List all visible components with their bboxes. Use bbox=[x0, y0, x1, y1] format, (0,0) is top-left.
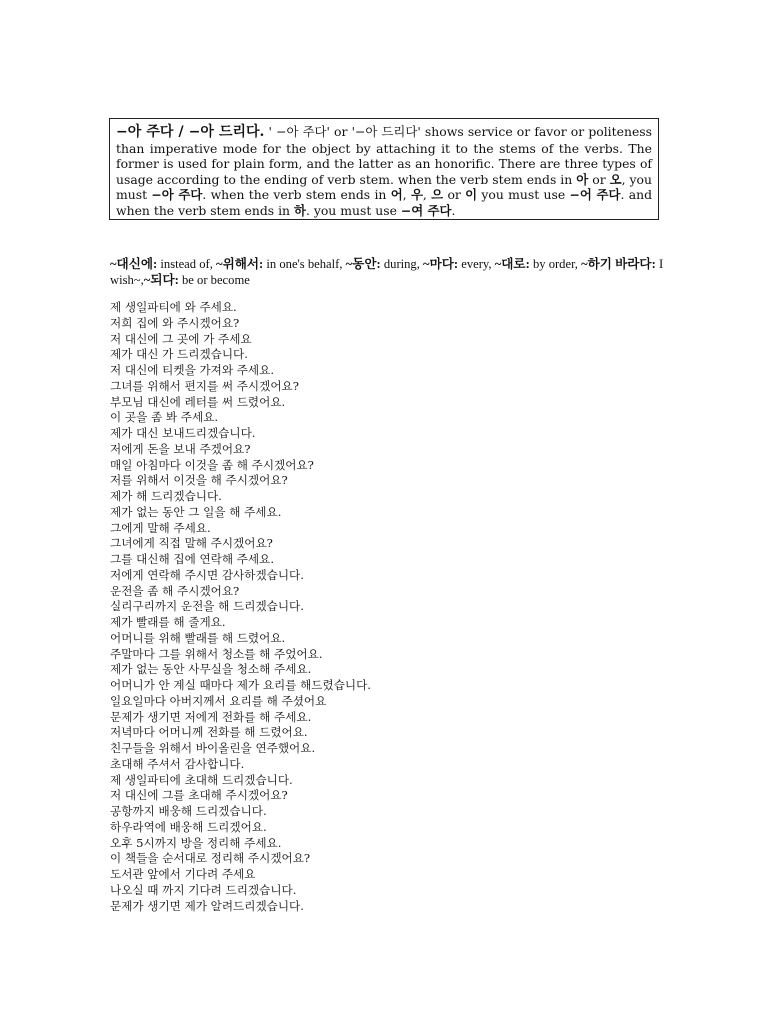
vowel-o: 오 bbox=[609, 171, 622, 187]
example-sentence: 어머니를 위해 빨래를 해 드렸어요. bbox=[110, 630, 286, 645]
example-sentence: 저에게 돈을 보내 주겠어요? bbox=[110, 441, 251, 456]
example-sentence: 공항까지 배웅해 드리겠습니다. bbox=[110, 804, 267, 818]
vocab-term: ~마다: bbox=[423, 257, 459, 271]
grammar-text: , you must bbox=[116, 171, 652, 203]
example-sentence: 매일 아침마다 이것을 좀 해 주시겠어요? bbox=[110, 457, 314, 472]
vowel-i: 이 bbox=[465, 187, 478, 203]
vocab-meaning: instead of, bbox=[157, 257, 217, 271]
vowel-eo: 어 bbox=[390, 187, 403, 203]
vocab-term: ~대신에: bbox=[110, 257, 158, 271]
vowel-a: 아 bbox=[576, 171, 589, 187]
form-a-juda: −아 주다 bbox=[151, 187, 203, 203]
example-sentence: 저 대신에 그 곳에 가 주세요 bbox=[110, 331, 252, 346]
form-eo-juda: −어 주다 bbox=[569, 187, 621, 203]
grammar-text: . bbox=[451, 202, 456, 218]
example-sentence: 초대해 주셔서 감사합니다. bbox=[110, 756, 245, 771]
vocab-term: ~하기 바라다: bbox=[581, 257, 656, 271]
example-sentence-list bbox=[110, 300, 371, 914]
vocab-term: ~대로: bbox=[494, 257, 530, 271]
example-sentence: 주말마다 그를 위해서 청소를 해 주었어요. bbox=[110, 646, 323, 661]
vocab-meaning: be or become bbox=[178, 273, 250, 287]
example-sentence: 이 곳을 좀 봐 주세요. bbox=[110, 410, 219, 425]
example-sentence: 저 대신에 티켓을 가져와 주세요. bbox=[110, 363, 275, 377]
example-sentence: 실리구리까지 운전을 해 드리겠습니다. bbox=[110, 599, 304, 614]
grammar-text: . when the verb stem ends in bbox=[202, 187, 391, 203]
example-sentence: 제 생일파티에 초대해 드리겠습니다. bbox=[110, 772, 293, 787]
grammar-text: or bbox=[443, 187, 466, 203]
example-sentence: 저희 집에 와 주시겠어요? bbox=[110, 315, 240, 330]
example-sentence: 저에게 연락해 주시면 감사하겠습니다. bbox=[110, 567, 304, 582]
example-sentence: 오후 5시까지 방을 정리해 주세요. bbox=[110, 835, 282, 850]
vocabulary-list bbox=[110, 256, 666, 288]
example-sentence: 그녀를 위해서 편지를 써 주시겠어요? bbox=[110, 378, 299, 393]
grammar-text: or bbox=[588, 171, 610, 187]
example-sentence: 어머니가 안 계실 때마다 제가 요리를 해드렸습니다. bbox=[110, 678, 371, 692]
example-sentence: 저녁마다 어머니께 전화를 해 드렸어요. bbox=[110, 725, 308, 740]
grammar-title: −아 주다 / −아 드리다. bbox=[116, 124, 265, 140]
vocab-term: ~동안: bbox=[345, 257, 381, 271]
vocab-term: ~위해서: bbox=[216, 257, 264, 271]
example-sentence: 친구들을 위해서 바이올린을 연주했어요. bbox=[110, 741, 316, 755]
example-sentence: 제가 없는 동안 그 일을 해 주세요. bbox=[110, 504, 282, 519]
grammar-explanation-box bbox=[109, 118, 659, 220]
example-sentence: 문제가 생기면 저에게 전화를 해 주세요. bbox=[110, 709, 312, 724]
grammar-text: you must use bbox=[477, 187, 570, 203]
vocab-meaning: by order, bbox=[529, 257, 582, 271]
example-sentence: 저를 위해서 이것을 해 주시겠어요? bbox=[110, 473, 288, 488]
syllable-ha: 하 bbox=[293, 202, 306, 218]
form-yeo-juda: −여 주다 bbox=[400, 202, 452, 218]
grammar-text: , bbox=[402, 187, 411, 203]
grammar-text: ' −아 주다' or '−아 드리다' shows service or favor or politeness than imperative mode for the object by attaching it to the stems of the verbs. The former is used for plain form, and the latter as an honorific. There are three types of usage according to the ending of verb stem. when the verb stem ends in bbox=[116, 124, 652, 187]
grammar-text: . you must use bbox=[305, 202, 401, 218]
vowel-eu: 으 bbox=[431, 187, 444, 203]
vocab-meaning: I wish~, bbox=[110, 257, 664, 287]
example-sentence: 그를 대신해 집에 연락해 주세요. bbox=[110, 552, 275, 566]
example-sentence: 제가 해 드리겠습니다. bbox=[110, 489, 222, 503]
example-sentence: 그녀에게 직접 말해 주시겠어요? bbox=[110, 536, 273, 551]
example-sentence: 제가 빨래를 해 줄게요. bbox=[110, 615, 226, 629]
vocab-meaning: during, bbox=[380, 257, 424, 271]
example-sentence: 나오실 때 까지 기다려 드리겠습니다. bbox=[110, 882, 297, 897]
example-sentence: 제가 없는 동안 사무실을 청소해 주세요. bbox=[110, 662, 312, 677]
grammar-text: , bbox=[422, 187, 432, 203]
example-sentence: 부모님 대신에 레터를 써 드렸어요. bbox=[110, 394, 286, 409]
example-sentence: 제가 대신 보내드리겠습니다. bbox=[110, 426, 256, 440]
example-sentence: 하우라역에 배웅해 드리겠어요. bbox=[110, 819, 267, 834]
vocab-meaning: every, bbox=[458, 257, 495, 271]
example-sentence: 저 대신에 그를 초대해 주시겠어요? bbox=[110, 788, 288, 803]
example-sentence: 제가 대신 가 드리겠습니다. bbox=[110, 347, 248, 362]
grammar-text: . and when the verb stem ends in bbox=[116, 187, 653, 218]
example-sentence: 문제가 생기면 제가 알려드리겠습니다. bbox=[110, 898, 304, 913]
vocab-meaning: in one's behalf, bbox=[263, 257, 346, 271]
example-sentence: 도서관 앞에서 기다려 주세요 bbox=[110, 867, 256, 881]
vowel-u: 우 bbox=[410, 187, 423, 203]
example-sentence: 일요일마다 아버지께서 요리를 해 주셨어요 bbox=[110, 693, 327, 708]
example-sentence: 그에게 말해 주세요. bbox=[110, 520, 211, 535]
example-sentence: 이 책들을 순서대로 정리해 주시겠어요? bbox=[110, 851, 311, 866]
example-sentence: 운전을 좀 해 주시겠어요? bbox=[110, 583, 240, 598]
example-sentence: 제 생일파티에 와 주세요. bbox=[110, 300, 237, 314]
vocab-term: ~되다: bbox=[143, 273, 179, 287]
